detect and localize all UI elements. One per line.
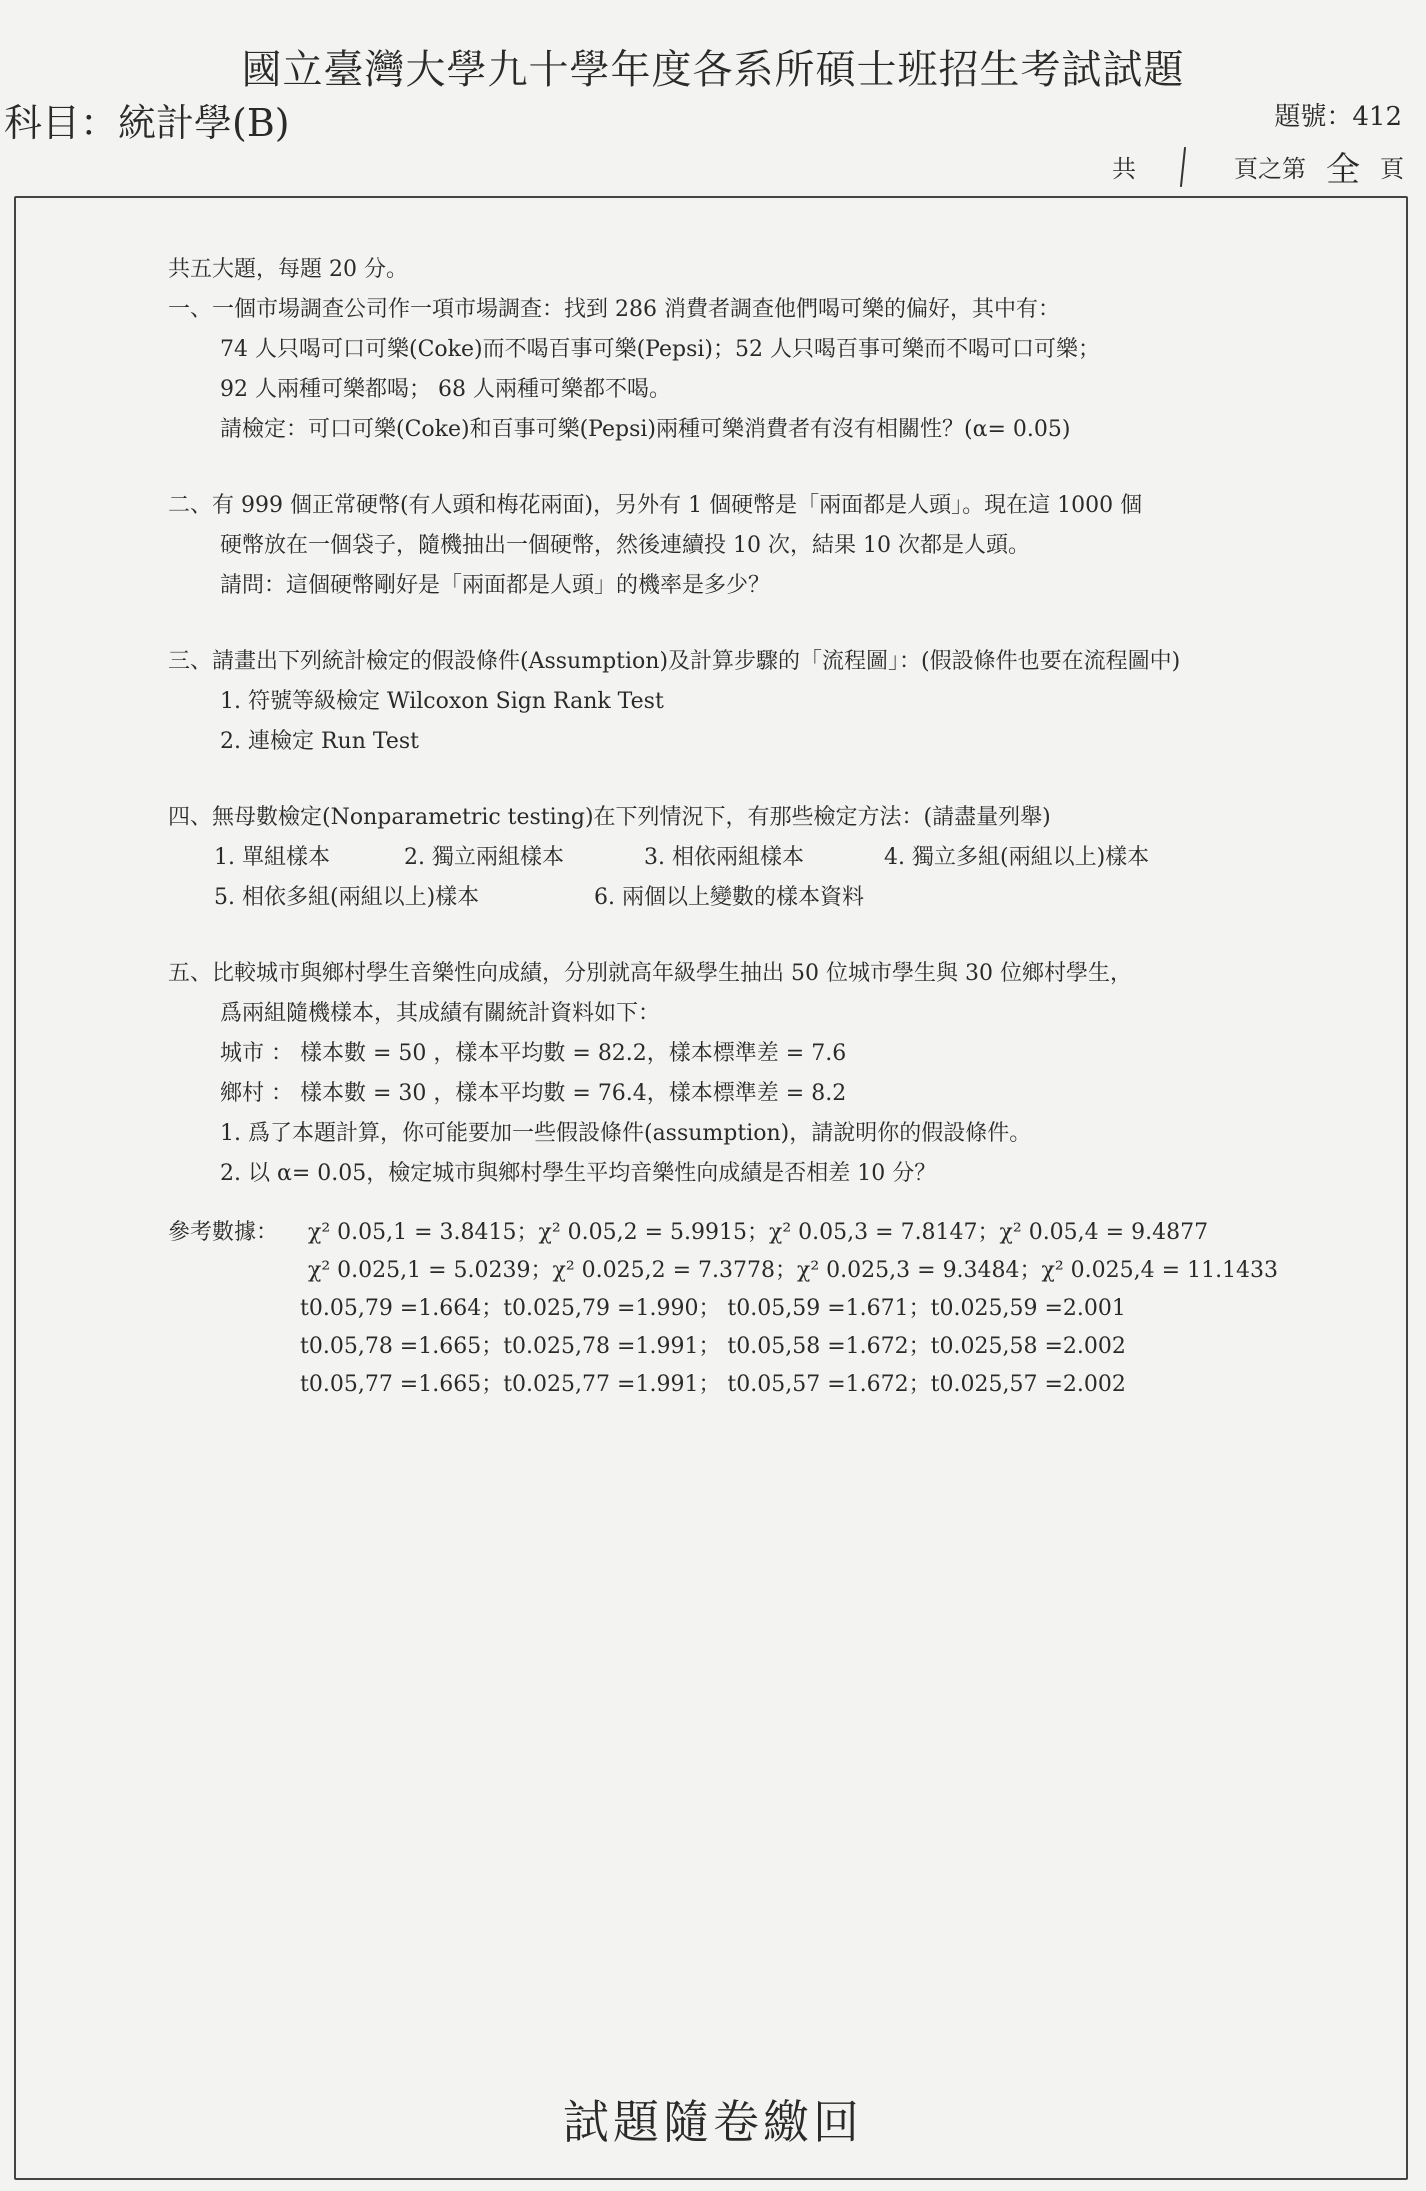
t-values-row-3: t0.05,77 =1.665；t0.025,77 =1.991； t0.05,57 =1.672；t0.025,57 =2.002: [300, 1372, 1126, 1397]
reference-data: [168, 1214, 1308, 1404]
q1-line-2: 74 人只喝可口可樂(Coke)而不喝百事可樂(Pepsi)；52 人只喝百事可樂而不喝可口可樂；: [220, 337, 1100, 362]
q1-line-4: 請檢定：可口可樂(Coke)和百事可樂(Pepsi)兩種可樂消費者有沒有相關性？(α= 0.05): [220, 417, 1071, 442]
q4-item: 4. 獨立多組(兩組以上)樣本: [884, 845, 1150, 870]
page-label: 頁之第: [1234, 155, 1306, 183]
subject-label: 科目：統計學(B): [4, 101, 290, 145]
t-values-row-1: t0.05,79 =1.664；t0.025,79 =1.990； t0.05,59 =1.671；t0.025,59 =2.001: [300, 1296, 1126, 1321]
intro-text: 共五大題，每題 20 分。: [168, 257, 408, 282]
q4-items-row-2: [168, 878, 1308, 918]
footer-stamp: 試題隨卷繳回: [563, 2095, 863, 2149]
reference-label: 參考數據：: [168, 1220, 279, 1245]
page-counter: [1112, 142, 1404, 191]
q4-item: 3. 相依兩組樣本: [644, 845, 804, 870]
t-values-row-2: t0.05,78 =1.665；t0.025,78 =1.991； t0.05,58 =1.672；t0.025,58 =2.002: [300, 1334, 1126, 1359]
q4-item: 6. 兩個以上變數的樣本資料: [594, 885, 864, 910]
q5-city-stats: 城市 ： 樣本數 = 50 ，樣本平均數 = 82.2，樣本標準差 = 7.6: [220, 1041, 847, 1066]
chi-square-025-values: χ² 0.025,1 = 5.0239；χ² 0.025,2 = 7.3778；χ² 0.025,3 = 9.3484；χ² 0.025,4 = 11.1433: [308, 1258, 1279, 1283]
question-3: [168, 642, 1308, 762]
question-number: 題號：412: [1274, 102, 1402, 132]
q2-line-1: 二、有 999 個正常硬幣(有人頭和梅花兩面)，另外有 1 個硬幣是「兩面都是人頭」。現在這 1000 個: [168, 493, 1143, 518]
q3-line-1: 三、請畫出下列統計檢定的假設條件(Assumption)及計算步驟的「流程圖」：(假設條件也要在流程圖中): [168, 649, 1181, 674]
exam-title: 國立臺灣大學九十學年度各系所碩士班招生考試試題: [241, 47, 1185, 93]
q3-item-1: 1. 符號等級檢定 Wilcoxon Sign Rank Test: [220, 689, 664, 714]
q4-item: 5. 相依多組(兩組以上)樣本: [214, 885, 480, 910]
exam-body: [168, 250, 1308, 1404]
q4-items-row-1: [168, 838, 1308, 878]
page-handwritten: 全: [1326, 150, 1360, 190]
q5-item-2: 2. 以 α= 0.05，檢定城市與鄉村學生平均音樂性向成績是否相差 10 分？: [220, 1161, 937, 1186]
page-suffix: 頁: [1380, 155, 1404, 183]
chi-square-05-values: χ² 0.05,1 = 3.8415；χ² 0.05,2 = 5.9915；χ² 0.05,3 = 7.8147；χ² 0.05,4 = 9.4877: [308, 1220, 1209, 1245]
q4-item: 1. 單組樣本: [214, 845, 330, 870]
q5-line-2: 爲兩組隨機樣本，其成績有關統計資料如下：: [220, 1001, 661, 1026]
question-4: [168, 798, 1308, 918]
question-5: [168, 954, 1308, 1194]
question-1: [168, 290, 1308, 450]
q4-item: 2. 獨立兩組樣本: [404, 845, 564, 870]
question-2: [168, 486, 1308, 606]
handwritten-stroke: [1180, 147, 1186, 187]
q5-rural-stats: 鄉村 ： 樣本數 = 30 ，樣本平均數 = 76.4，樣本標準差 = 8.2: [220, 1081, 847, 1106]
q5-item-1: 1. 爲了本題計算，你可能要加一些假設條件(assumption)，請說明你的假設條件。: [220, 1121, 1032, 1146]
q5-line-1: 五、比較城市與鄉村學生音樂性向成績，分別就高年級學生抽出 50 位城市學生與 30 位鄉村學生，: [168, 961, 1132, 986]
q4-line-1: 四、無母數檢定(Nonparametric testing)在下列情況下，有那些檢定方法：(請盡量列舉): [168, 805, 1051, 830]
page-total-prefix: 共: [1112, 155, 1136, 183]
q3-item-2: 2. 連檢定 Run Test: [220, 729, 419, 754]
q2-line-2: 硬幣放在一個袋子，隨機抽出一個硬幣，然後連續投 10 次，結果 10 次都是人頭。: [220, 533, 1030, 558]
q1-line-1: 一、一個市場調查公司作一項市場調查：找到 286 消費者調查他們喝可樂的偏好，其中有：: [168, 297, 1060, 322]
q2-line-3: 請問：這個硬幣剛好是「兩面都是人頭」的機率是多少？: [220, 573, 771, 598]
q1-line-3: 92 人兩種可樂都喝； 68 人兩種可樂都不喝。: [220, 377, 671, 402]
